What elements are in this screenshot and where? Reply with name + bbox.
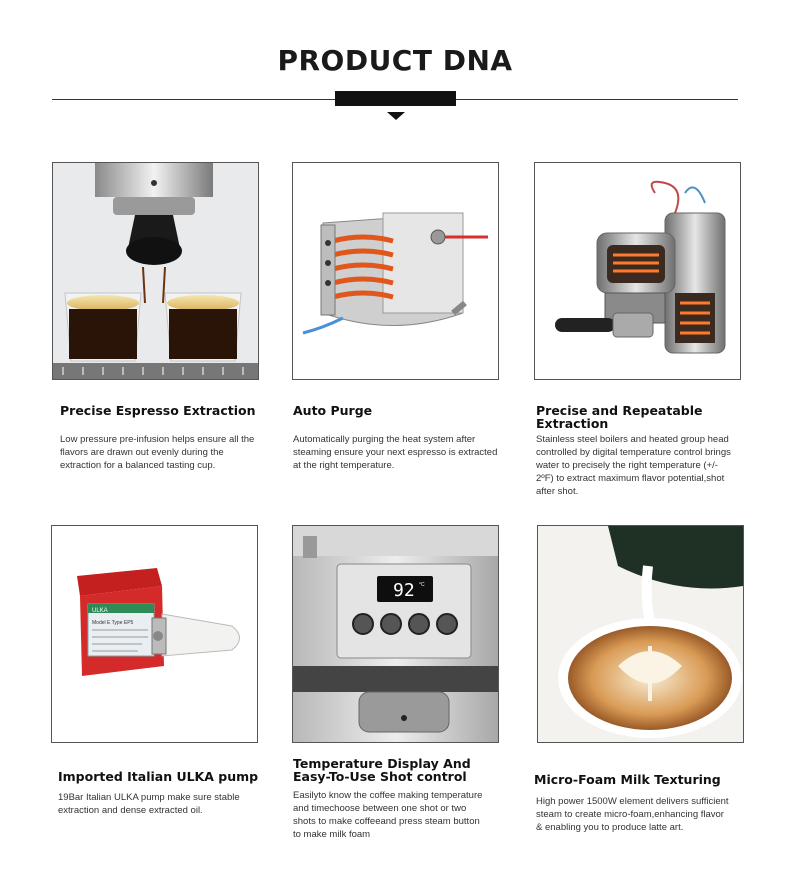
feature-title-4: Imported Italian ULKA pump <box>58 769 259 784</box>
feature-title-3: Precise and Repeatable Extraction <box>536 403 703 431</box>
pump-label-brand: ULKA <box>92 608 108 614</box>
feature-title-2: Auto Purge <box>293 403 373 418</box>
boiler-cutaway-image <box>534 162 741 380</box>
feature-desc-3: Stainless steel boilers and heated group head controlled by digital temperature control brings water to precisely the right temperature (+/- 2ºF) to extract maximum flavor potential,shot after shot. <box>536 434 731 497</box>
pump-label-model: Model E Type EP5 <box>92 620 134 626</box>
espresso-extraction-image <box>52 162 259 380</box>
feature-title-6: Micro-Foam Milk Texturing <box>534 772 721 787</box>
temperature-readout: 92 <box>393 580 415 601</box>
feature-desc-1: Low pressure pre-infusion helps ensure all the flavors are drawn out evenly during the extraction for a balanced tasting cup. <box>60 434 255 471</box>
feature-desc-5: Easilyto know the coffee making temperature and timechoose between one shot or two shots to make coffeeand press steam button to make milk foam <box>293 790 483 840</box>
ulka-pump-image <box>51 525 258 743</box>
control-panel-image <box>292 525 499 743</box>
temperature-unit: °C <box>419 582 425 588</box>
chevron-down-icon <box>387 112 405 120</box>
feature-desc-4: 19Bar Italian ULKA pump make sure stable extraction and dense extracted oil. <box>58 792 240 816</box>
auto-purge-image <box>292 162 499 380</box>
feature-desc-2: Automatically purging the heat system after steaming ensure your next espresso is extracted at the right temperature. <box>293 434 498 471</box>
title-divider-bar <box>335 91 456 106</box>
feature-desc-6: High power 1500W element delivers sufficient steam to create micro-foam,enhancing flavor & enabling you to produce latte art. <box>536 796 729 833</box>
feature-title-1: Precise Espresso Extraction <box>60 403 256 418</box>
page-title: PRODUCT DNA <box>277 44 513 77</box>
latte-art-image <box>537 525 744 743</box>
feature-title-5: Temperature Display And Easy-To-Use Shot control <box>293 756 471 784</box>
